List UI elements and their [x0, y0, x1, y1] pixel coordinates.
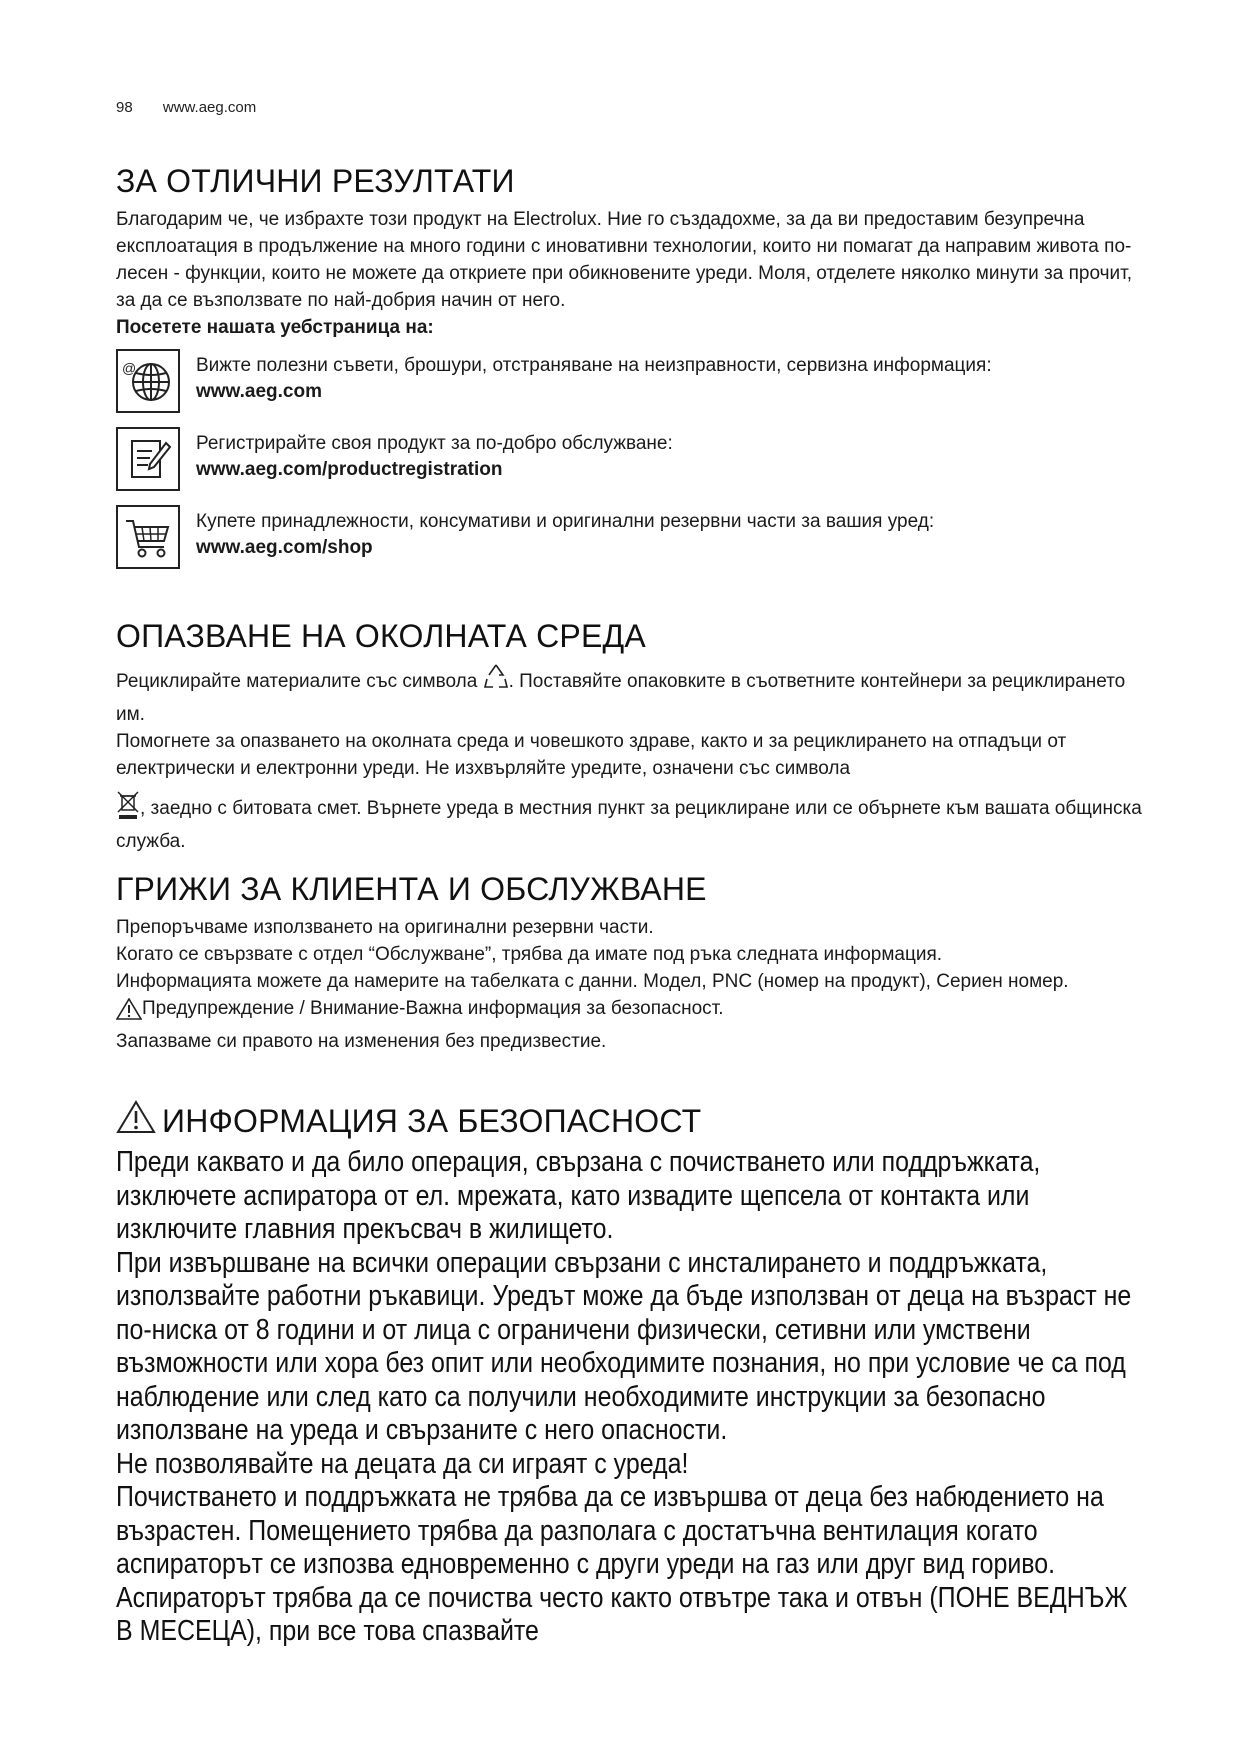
results-title: ЗА ОТЛИЧНИ РЕЗУЛТАТИ — [116, 163, 515, 199]
warning-text: Предупреждение / Внимание-Важна информация за безопасност. — [142, 998, 724, 1019]
service-rights: Запазваме си правото на изменения без предизвестие. — [116, 1031, 607, 1052]
safety-paragraph: При извършване на всички операции свързани с инсталирането и поддръжката, използвайте работни ръкавици. Уредът може да бъде използван от деца на възраст не по-ниска от 8 години и от лица с ограничени физически, сетивни или умствени възможности или хора без опит или необходимите познания, но при условие че са под наблюдение или след като са получили необходимите инструкции за безопасно използване на уреда и свързаните с него опасности. — [116, 1246, 1132, 1446]
safety-heading — [116, 1100, 1146, 1142]
env-text-part: , заедно с битовата смет. Върнете уреда в местния пункт за рециклиране или се обърнете към вашата общинска служба. — [116, 798, 1142, 852]
info-row-tips — [116, 349, 1146, 413]
service-line: Информацията можете да намерите на табелката с данни. Модел, PNC (номер на продукт), Сериен номер. — [116, 971, 1069, 992]
service-warning — [116, 995, 1146, 1028]
results-intro: Благодарим че, че избрахте този продукт на Electrolux. Ние го създадохме, за да ви предоставим безупречна експлоатация в продължение на много години с иновативни технологии, които ни помагат да направим живота по-лесен - функции, които не можете да откриете при обикновените уреди. Моля, отделете няколко минути за прочит, за да се възползвате по най-добрия начин от него. — [116, 209, 1132, 311]
registration-link[interactable]: www.aeg.com/productregistration — [196, 459, 503, 480]
service-line: Когато се свързвате с отдел “Обслужване”, трябва да имате под ръка следната информация. — [116, 944, 943, 965]
safety-body — [116, 1146, 1144, 1649]
registration-text: Регистрирайте своя продукт за по-добро обслужване: — [196, 433, 673, 454]
safety-section — [116, 1100, 1146, 1649]
shop-link[interactable]: www.aeg.com/shop — [196, 537, 373, 558]
safety-paragraph: Не позволявайте на децата да си играят с уреда! — [116, 1447, 689, 1480]
crossed-bin-icon — [116, 790, 140, 828]
registration-form-icon — [116, 427, 180, 491]
service-section — [116, 871, 1146, 1055]
website-link[interactable]: www.aeg.com — [162, 99, 257, 116]
environment-paragraph-2: Помогнете за опазването на околната среда и човешкото здраве, както и за рециклирането на отпадъци от електрически и електронни уреди. Не изхвърляйте уредите, означени със символа — [116, 731, 1067, 779]
safety-title: ИНФОРМАЦИЯ ЗА БЕЗОПАСНОСТ — [162, 1102, 702, 1139]
results-section — [116, 163, 1146, 569]
env-text-part: Рециклирайте материалите със символа — [116, 671, 478, 692]
visit-label: Посетете нашата уебстраница на: — [116, 317, 434, 338]
page-number: 98 — [116, 99, 133, 116]
environment-paragraph-3 — [116, 790, 1146, 855]
shopping-cart-icon — [116, 505, 180, 569]
warning-icon — [116, 1100, 156, 1142]
page-header — [116, 99, 256, 116]
globe-icon — [116, 349, 180, 413]
tips-link[interactable]: www.aeg.com — [196, 381, 322, 402]
safety-paragraph: Почистването и поддръжката не трябва да се извършва от деца без набюдението на възрастен. Помещението трябва да разполага с достатъчна вентилация когато аспираторът се изпозва едновременно с други уреди на газ или друг вид гориво. Аспираторът трябва да се почиства често както отвътре така и отвън (ПОНЕ ВЕДНЪЖ В МЕСЕЦА), при все това спазвайте — [116, 1481, 1135, 1647]
service-line: Препоръчваме използването на оригинални резервни части. — [116, 917, 654, 938]
svg-text:@: @ — [122, 360, 137, 376]
service-title: ГРИЖИ ЗА КЛИЕНТА И ОБСЛУЖВАНЕ — [116, 871, 707, 907]
env-text-part: . Поставяйте опаковките в съответните контейнери за рециклирането им. — [116, 671, 1126, 725]
environment-section — [116, 618, 1146, 855]
tips-text: Вижте полезни съвети, брошури, отстраняване на неизправности, сервизна информация: — [196, 355, 992, 376]
info-row-shop — [116, 505, 1146, 569]
safety-paragraph: Преди каквато и да било операция, свързана с почистването или поддръжката, изключете аспиратора от ел. мрежата, като извадите щепсела от контакта или изключите главния прекъсвач в жилището. — [116, 1146, 1041, 1245]
info-row-registration — [116, 427, 1146, 491]
shop-text: Купете принадлежности, консумативи и оригинални резервни части за вашия уред: — [196, 511, 935, 532]
warning-icon — [116, 998, 142, 1028]
environment-title: ОПАЗВАНЕ НА ОКОЛНАТА СРЕДА — [116, 618, 646, 654]
environment-paragraph-1 — [116, 663, 1146, 728]
recycle-icon — [483, 663, 509, 701]
